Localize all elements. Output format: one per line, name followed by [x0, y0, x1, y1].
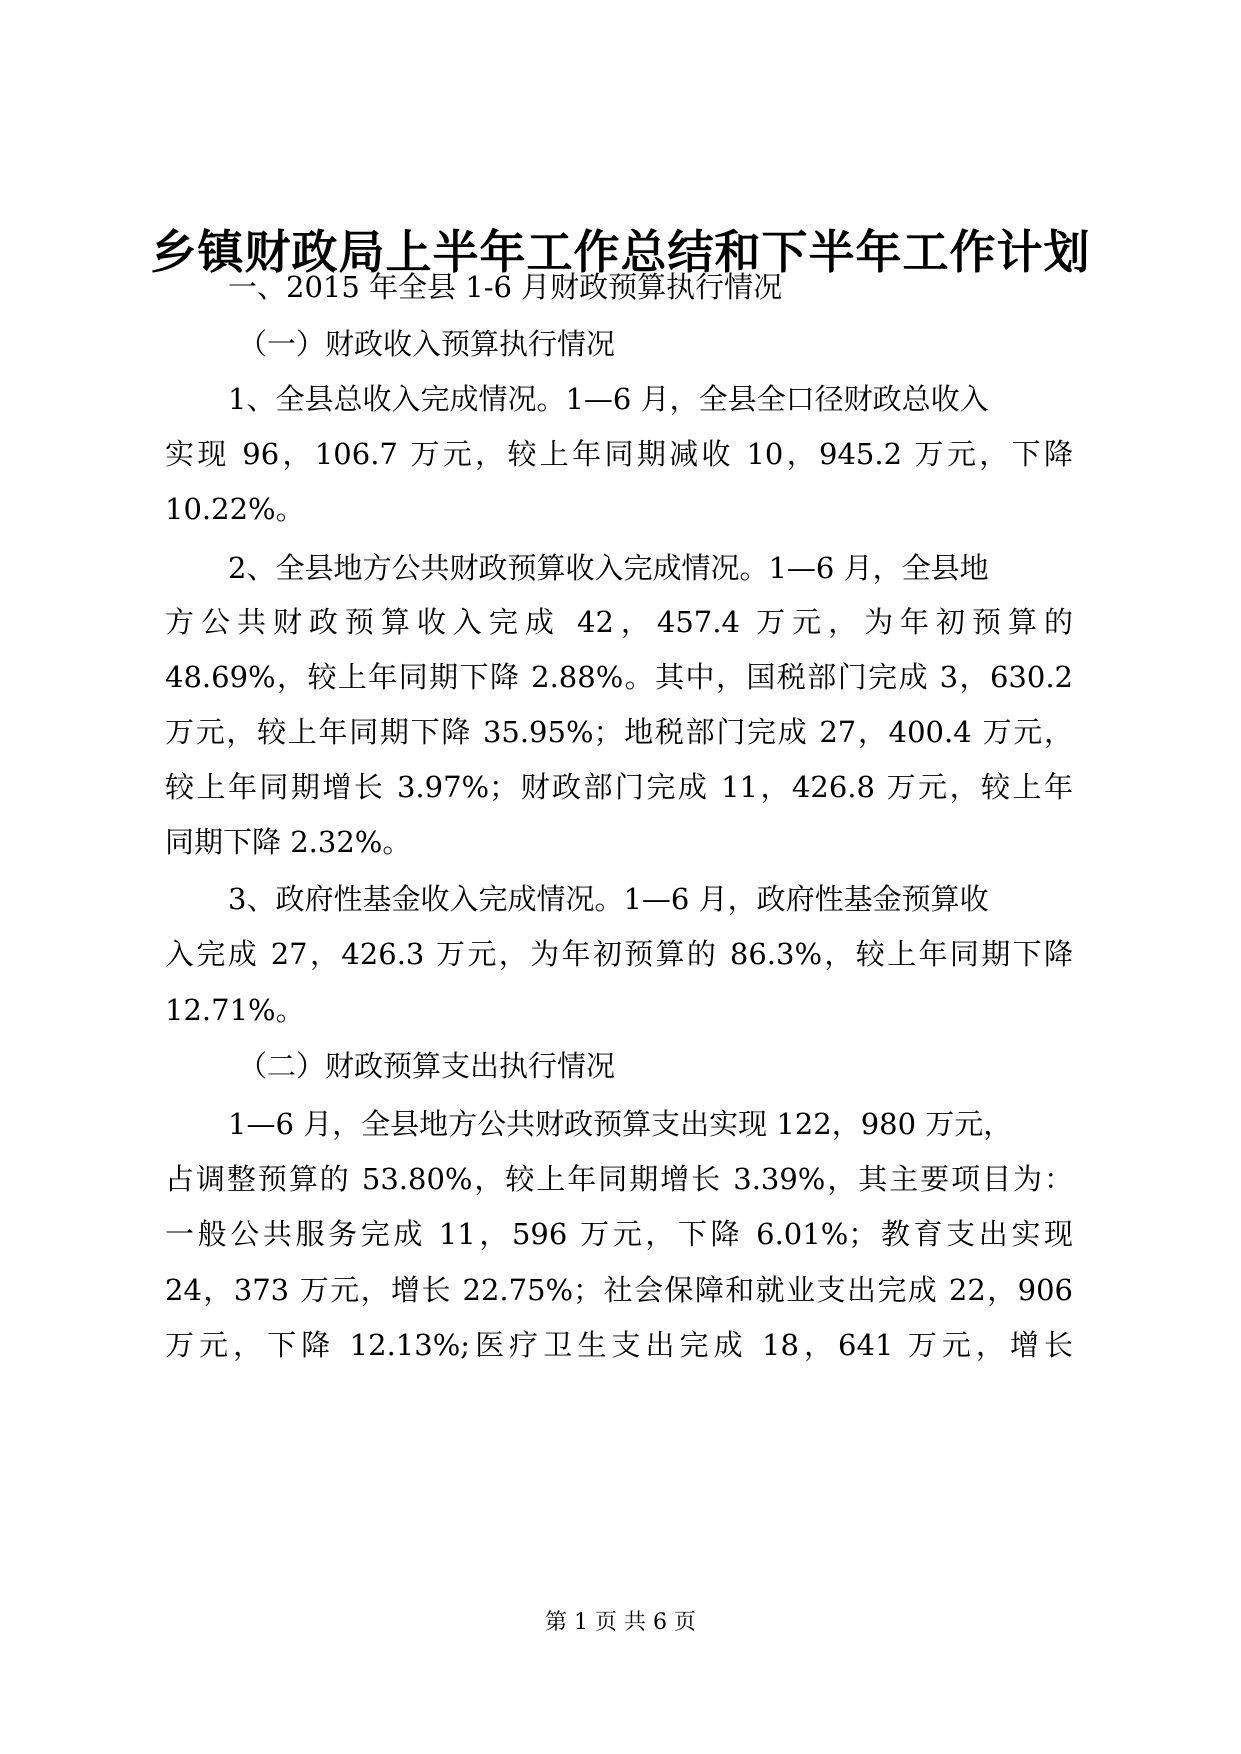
paragraph-line: 一般公共服务完成 11，596 万元，下降 6.01%；教育支出实现	[165, 1217, 1073, 1251]
paragraph-line: 同期下降 2.32%。	[165, 825, 412, 859]
paragraph-line: 24，373 万元，增长 22.75%；社会保障和就业支出完成 22，906	[165, 1273, 1073, 1307]
paragraph-line: 万元，下降 12.13%;医疗卫生支出完成 18，641 万元，增长	[165, 1328, 1073, 1362]
paragraph-line: 方公共财政预算收入完成 42，457.4 万元，为年初预算的	[165, 605, 1073, 639]
paragraph-line: 10.22%。	[165, 492, 305, 526]
document-title: 乡镇财政局上半年工作总结和下半年工作计划	[150, 225, 1091, 279]
paragraph-line: 2、全县地方公共财政预算收入完成情况。1—6 月，全县地	[228, 551, 989, 585]
section-heading-1: 一、2015 年全县 1-6 月财政预算执行情况	[228, 270, 783, 304]
subsection-heading-2: （二）财政预算支出执行情况	[238, 1049, 616, 1083]
paragraph-line: 1、全县总收入完成情况。1—6 月，全县全口径财政总收入	[228, 382, 989, 416]
paragraph-line: 3、政府性基金收入完成情况。1—6 月，政府性基金预算收	[228, 882, 989, 916]
paragraph-line: 1—6 月，全县地方公共财政预算支出实现 122，980 万元，	[228, 1107, 1013, 1141]
subsection-heading-1: （一）财政收入预算执行情况	[238, 327, 616, 361]
paragraph-line: 较上年同期增长 3.97%；财政部门完成 11，426.8 万元，较上年	[165, 770, 1073, 804]
paragraph-line: 万元，较上年同期下降 35.95%；地税部门完成 27，400.4 万元，	[165, 715, 1073, 749]
paragraph-line: 12.71%。	[165, 993, 305, 1027]
paragraph-line: 48.69%，较上年同期下降 2.88%。其中，国税部门完成 3，630.2	[165, 660, 1073, 694]
paragraph-line: 实现 96，106.7 万元，较上年同期减收 10，945.2 万元，下降	[165, 437, 1073, 471]
paragraph-line: 占调整预算的 53.80%，较上年同期增长 3.39%，其主要项目为：	[165, 1162, 1073, 1196]
paragraph-line: 入完成 27，426.3 万元，为年初预算的 86.3%，较上年同期下降	[165, 937, 1073, 971]
page-footer: 第 1 页 共 6 页	[545, 1610, 696, 1635]
